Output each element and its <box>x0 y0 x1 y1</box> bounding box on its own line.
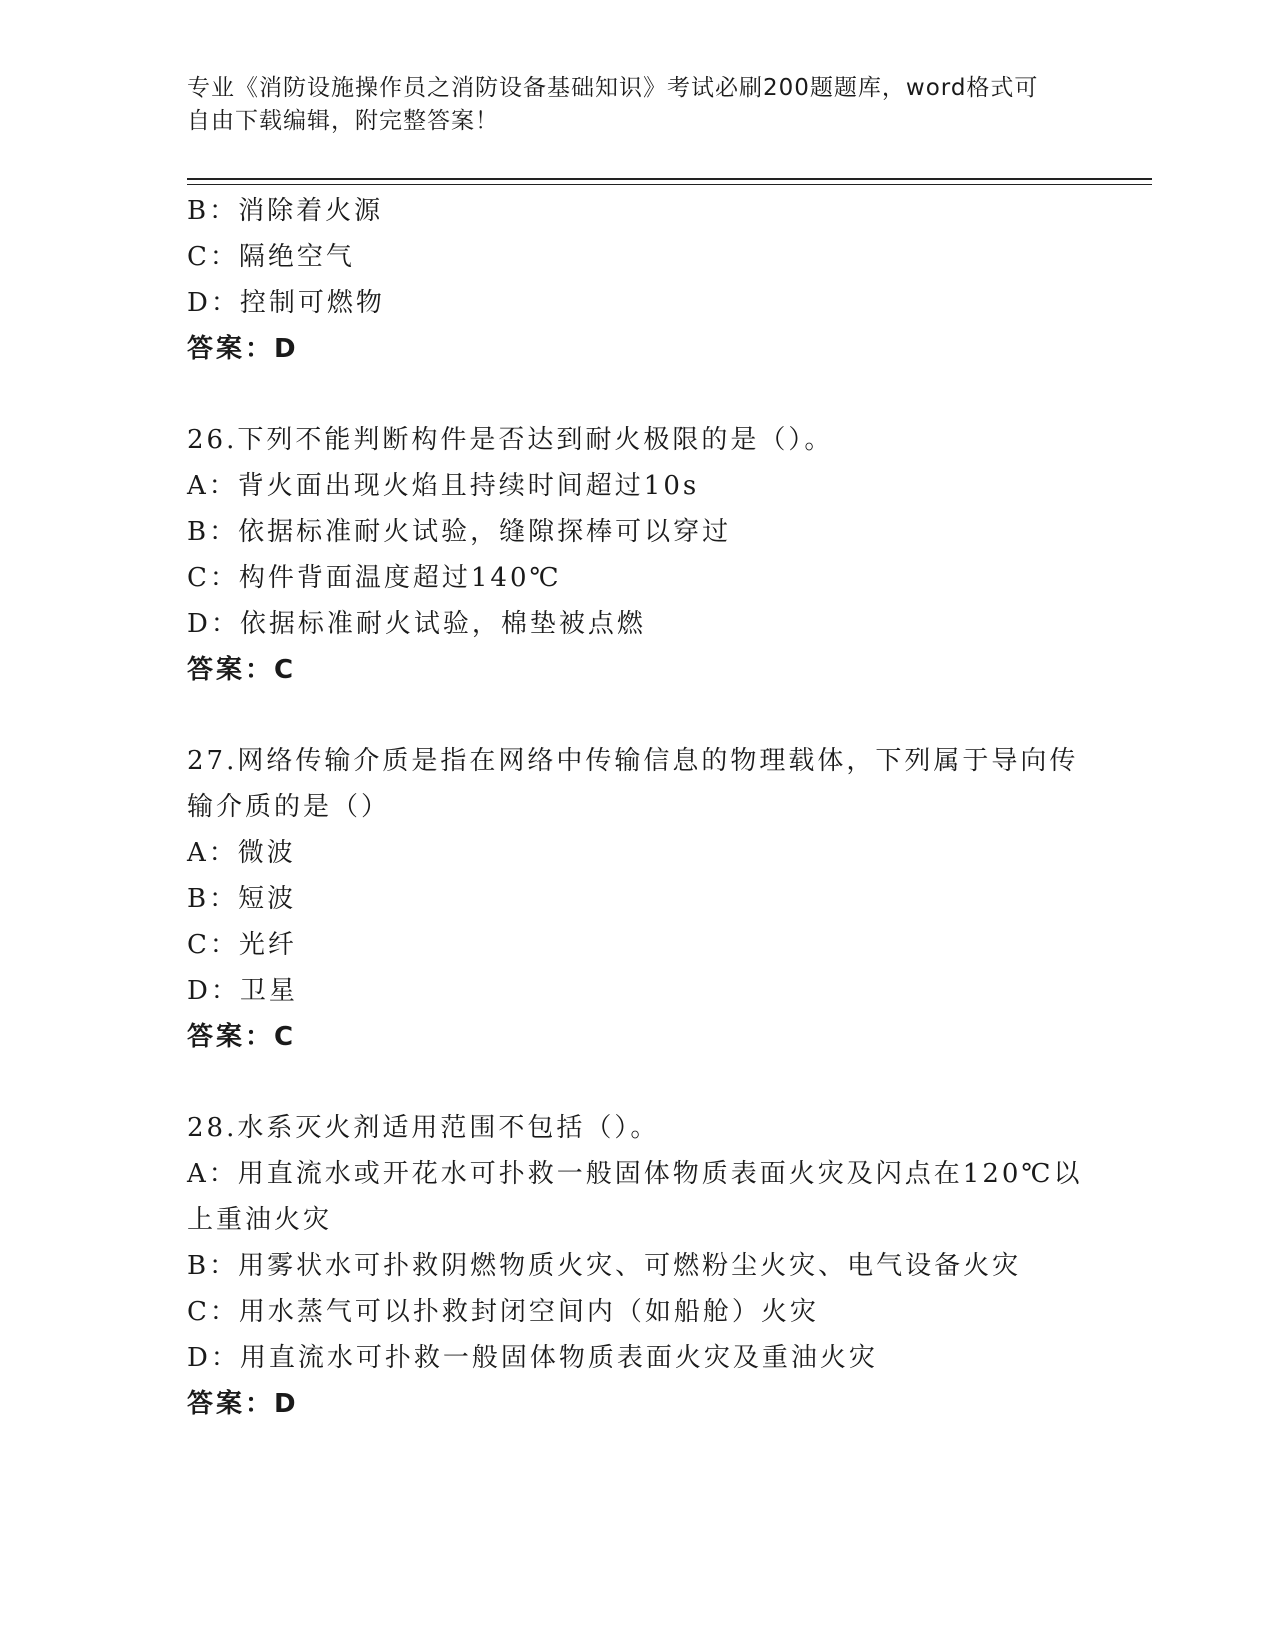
document-body <box>187 188 1087 1427</box>
question-text: 28.水系灭火剂适用范围不包括（）。 <box>187 1113 660 1143</box>
question-text: 26.下列不能判断构件是否达到耐火极限的是（）。 <box>187 425 834 455</box>
option-a-line-2: 上重油火灾 <box>187 1205 333 1235</box>
option-d: D：用直流水可扑救一般固体物质表面火灾及重油火灾 <box>187 1343 878 1373</box>
question-block-28 <box>187 1105 1087 1427</box>
question-block-26 <box>187 417 1087 693</box>
option-d: D：控制可燃物 <box>187 288 385 318</box>
option-b: B：短波 <box>187 884 297 914</box>
header-rule-thin <box>187 184 1152 185</box>
option-b: B：依据标准耐火试验，缝隙探棒可以穿过 <box>187 517 732 547</box>
option-c: C：光纤 <box>187 930 297 960</box>
option-d: D：卫星 <box>187 976 298 1006</box>
option-a: A：背火面出现火焰且持续时间超过10s <box>187 471 700 501</box>
header-rule-thick <box>187 178 1152 180</box>
header-line-2: 自由下载编辑，附完整答案！ <box>187 108 499 134</box>
question-block-25-tail <box>187 188 1087 372</box>
option-a-line-1: A：用直流水或开花水可扑救一般固体物质表面火灾及闪点在120℃以 <box>187 1159 1083 1189</box>
question-text-line-2: 输介质的是（） <box>187 792 391 822</box>
option-c: C：用水蒸气可以扑救封闭空间内（如船舱）火灾 <box>187 1297 819 1327</box>
answer-line: 答案：D <box>187 334 299 364</box>
option-c: C：构件背面温度超过140℃ <box>187 563 562 593</box>
answer-line: 答案：C <box>187 1022 297 1052</box>
question-text-line-1: 27.网络传输介质是指在网络中传输信息的物理载体，下列属于导向传 <box>187 746 1079 776</box>
option-b: B：用雾状水可扑救阴燃物质火灾、可燃粉尘火灾、电气设备火灾 <box>187 1251 1022 1281</box>
answer-line: 答案：C <box>187 655 297 685</box>
header-line-1: 专业《消防设施操作员之消防设备基础知识》考试必刷200题题库，word格式可 <box>187 75 1039 101</box>
option-d: D：依据标准耐火试验，棉垫被点燃 <box>187 609 646 639</box>
answer-line: 答案：D <box>187 1389 299 1419</box>
question-block-27 <box>187 738 1087 1060</box>
option-b: B：消除着火源 <box>187 196 384 226</box>
option-c: C：隔绝空气 <box>187 242 355 272</box>
option-a: A：微波 <box>187 838 296 868</box>
document-header <box>187 72 1087 138</box>
